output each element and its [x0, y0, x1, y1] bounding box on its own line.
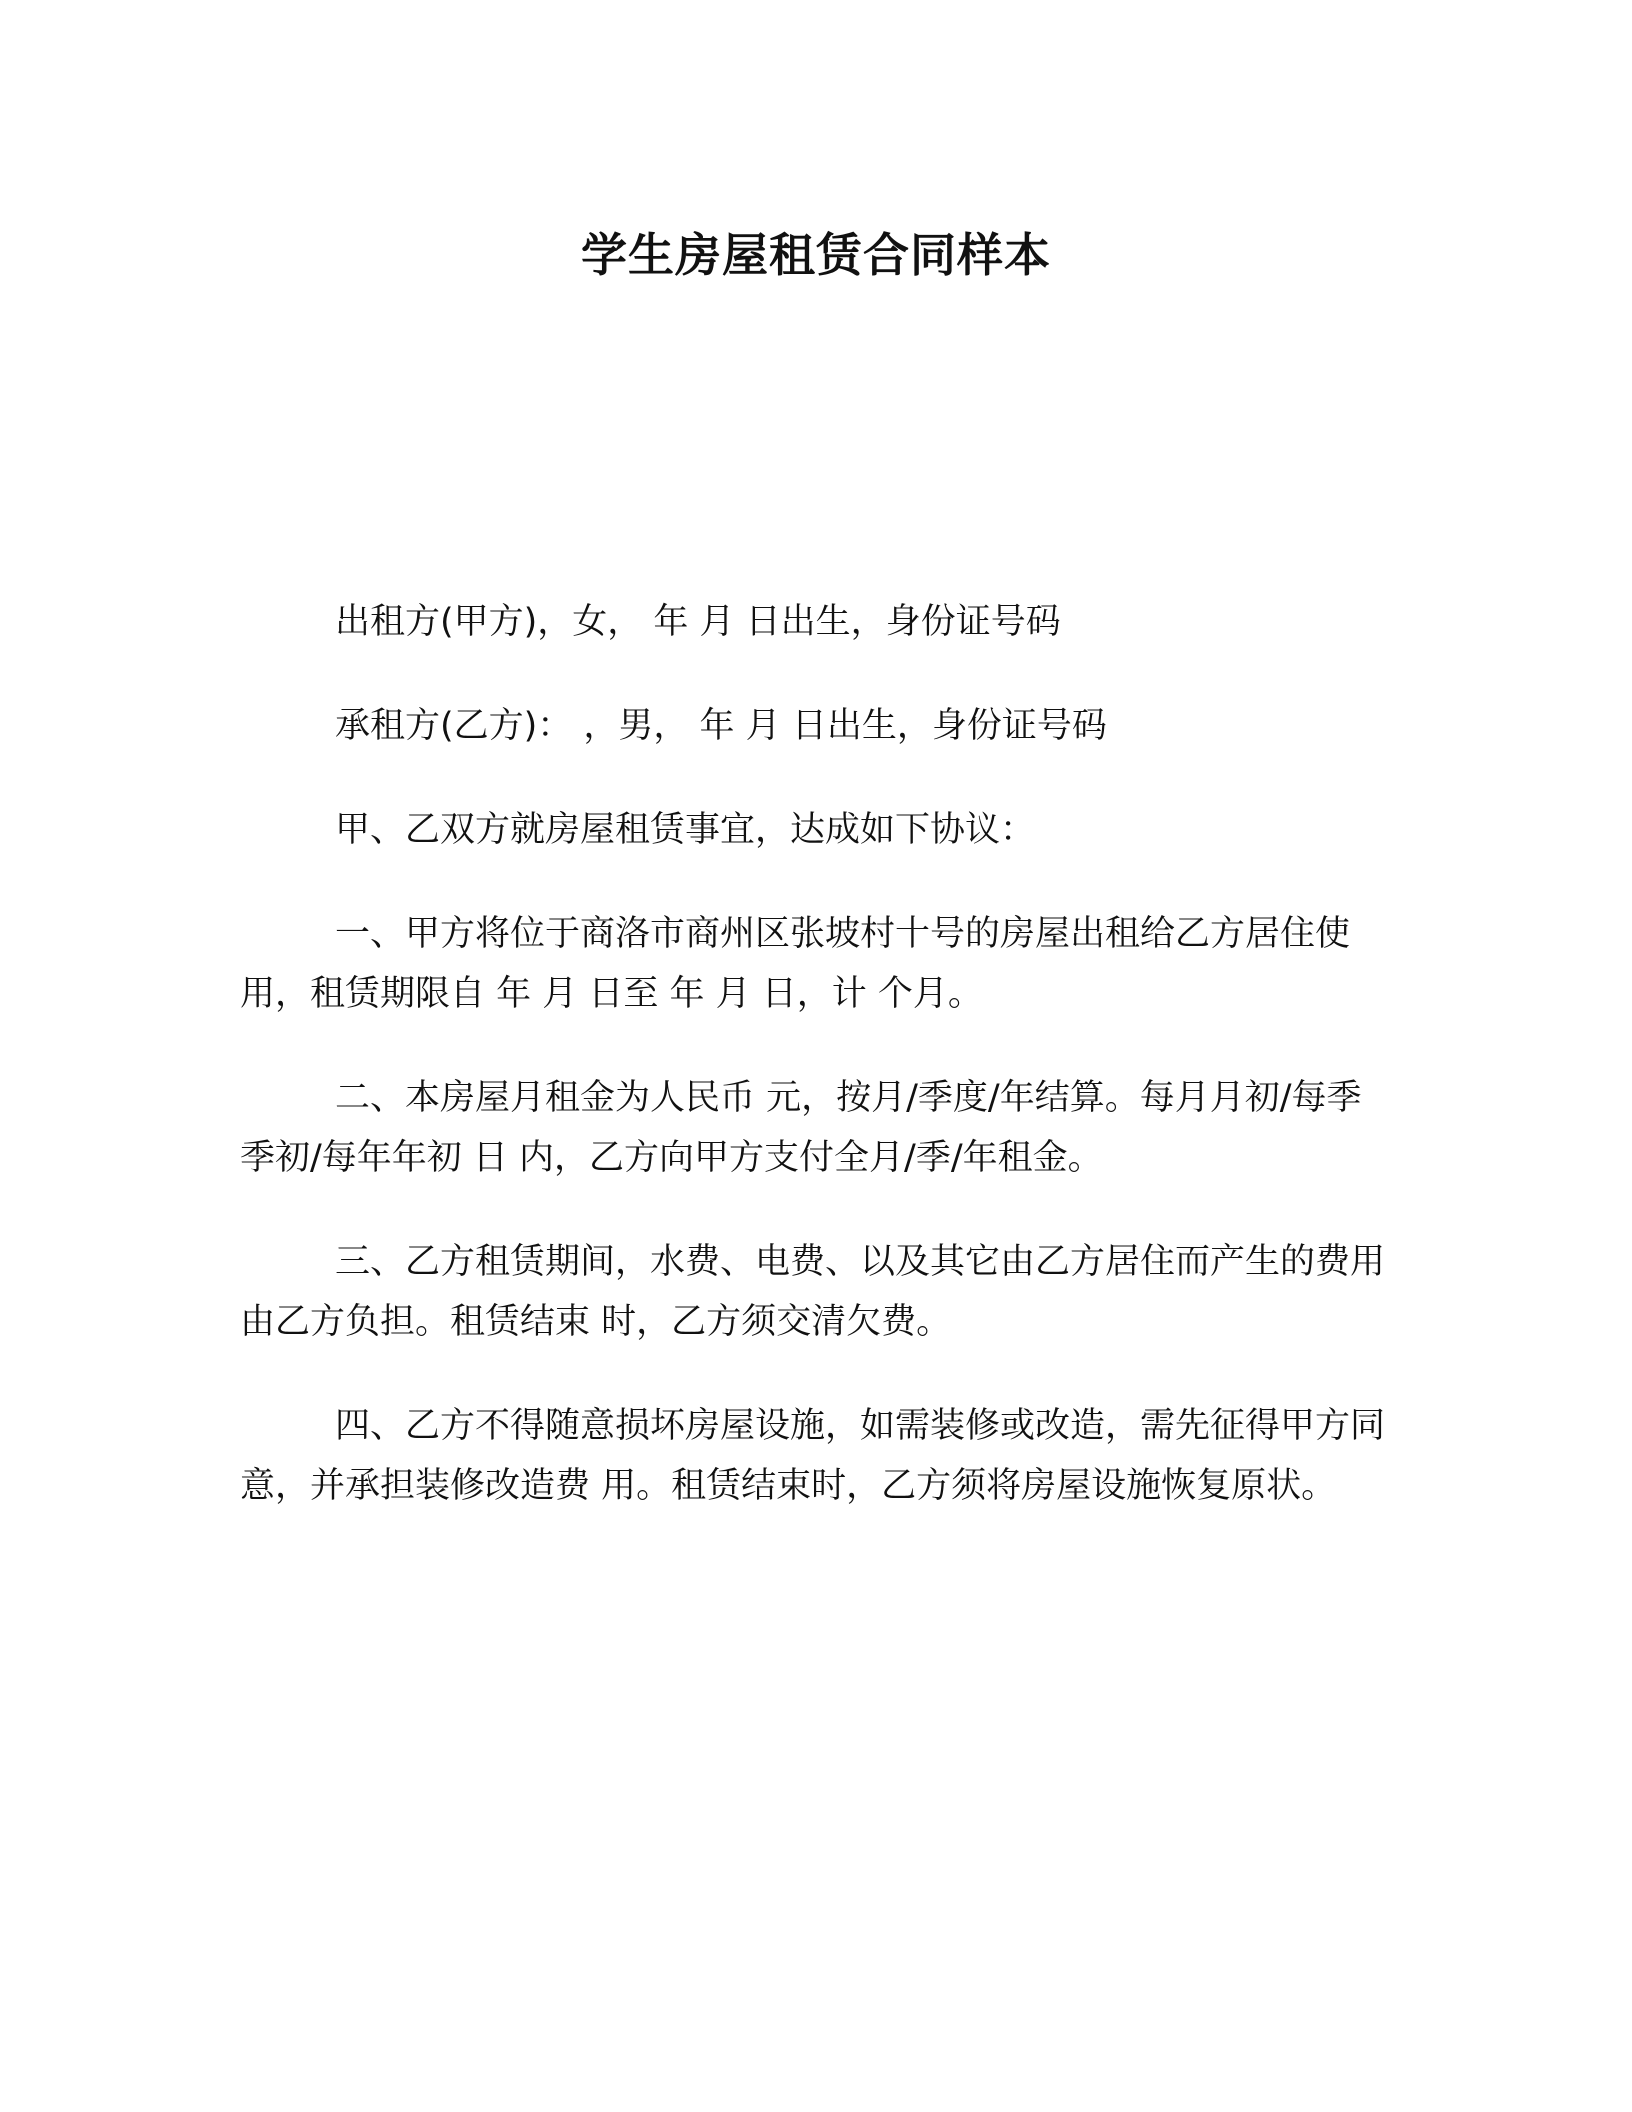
lessee-line: 承租方(乙方)： ，男， 年 月 日出生，身份证号码 [335, 706, 1107, 746]
clause-2: 二、本房屋月租金为人民币 元，按月/季度/年结算。每月月初/每季季初/每年年初 日 内，乙方向甲方支付全月/季/年租金。 [240, 1078, 1362, 1178]
clause-4: 四、乙方不得随意损坏房屋设施，如需装修或改造，需先征得甲方同意，并承担装修改造费 用。租赁结束时，乙方须将房屋设施恢复原状。 [240, 1406, 1386, 1506]
document-title: 学生房屋租赁合同样本 [581, 228, 1051, 282]
document-body [240, 592, 1392, 1560]
lessor-line: 出租方(甲方)，女， 年 月 日出生，身份证号码 [335, 602, 1061, 642]
clause-1: 一、甲方将位于商洛市商州区张坡村十号的房屋出租给乙方居住使用，租赁期限自 年 月 日至 年 月 日，计 个月。 [240, 914, 1351, 1014]
agreement-intro: 甲、乙双方就房屋租赁事宜，达成如下协议： [335, 810, 1036, 850]
clause-3: 三、乙方租赁期间，水费、电费、以及其它由乙方居住而产生的费用由乙方负担。租赁结束 时，乙方须交清欠费。 [240, 1242, 1386, 1342]
